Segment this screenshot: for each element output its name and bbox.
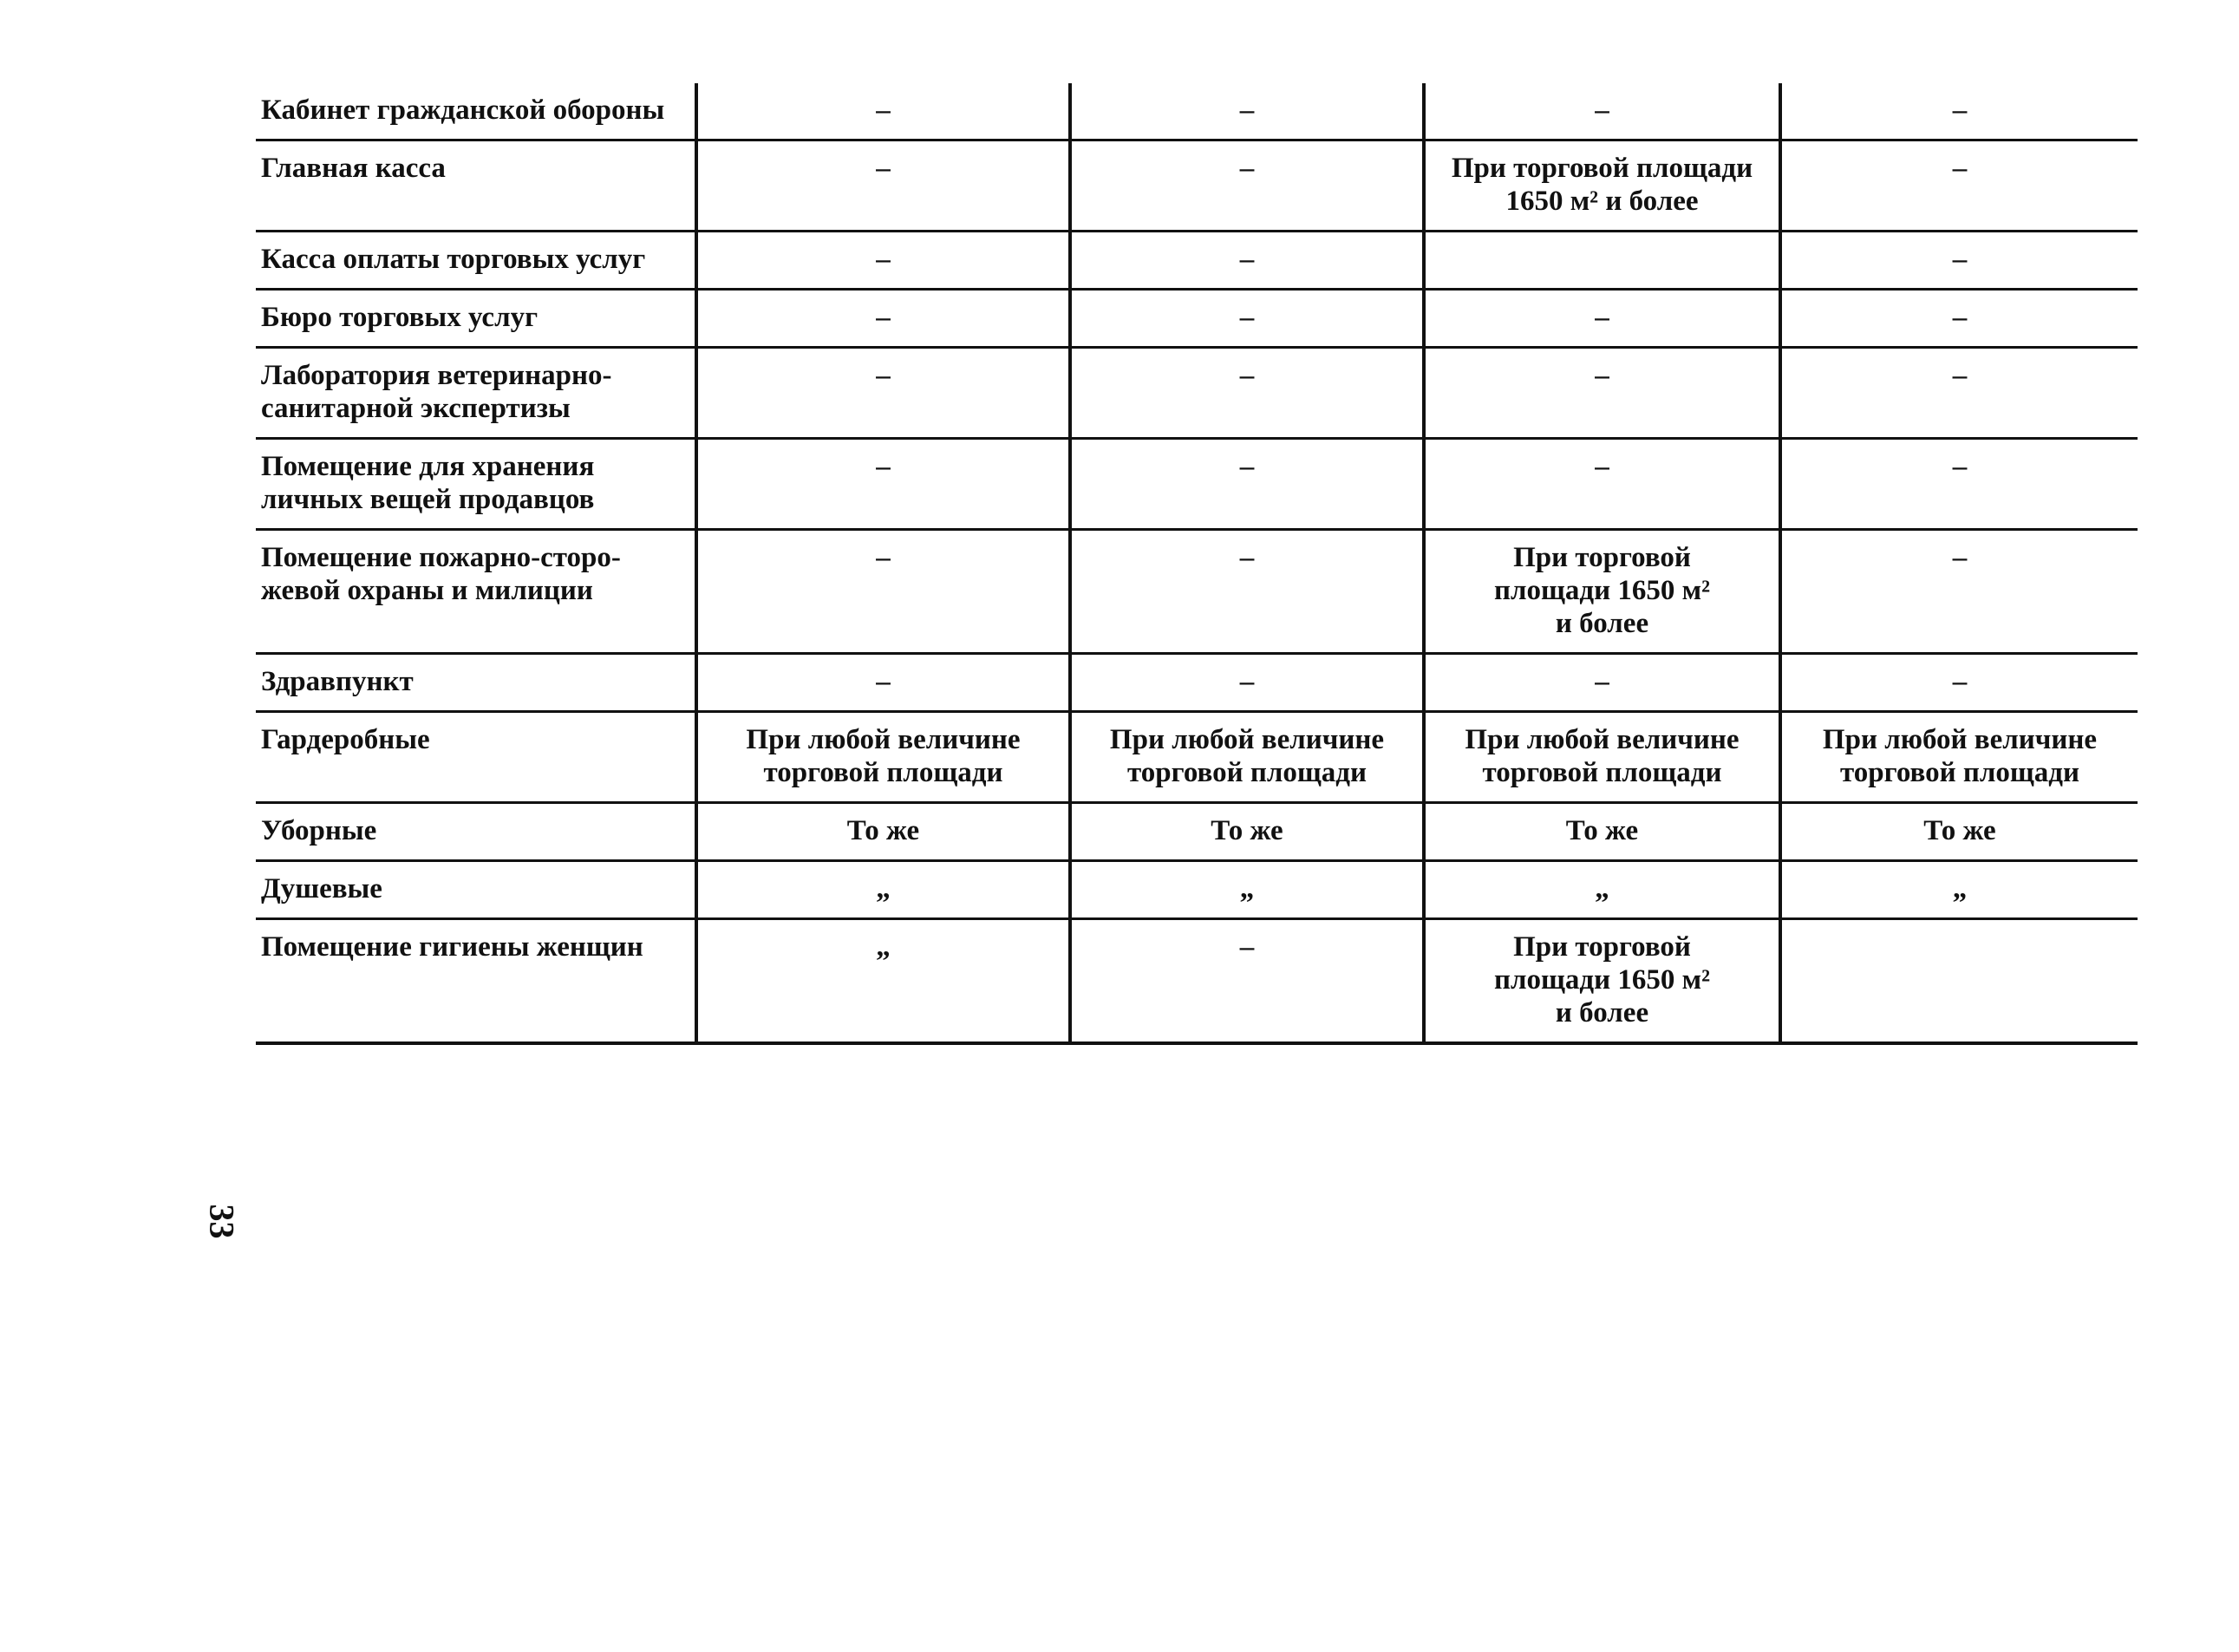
value-text: При торговой площади 1650 м² и более [1494,931,1710,1028]
value-text: При торговой площади 1650 м² и более [1494,542,1710,639]
value-cell [696,919,1070,1044]
value-cell [1070,140,1424,232]
room-name: Касса оплаты торговых услуг [261,244,646,275]
value-cell [1070,861,1424,919]
value-text: – [1952,666,1968,697]
value-cell [696,439,1070,530]
table-row [256,439,2138,530]
value-text: – [1595,666,1609,697]
value-text: То же [1923,815,1996,846]
value-cell [1780,861,2138,919]
value-cell [696,140,1070,232]
room-name-cell [256,83,696,140]
value-cell [1070,712,1424,803]
room-name: Кабинет гражданской обороны [261,95,665,126]
value-cell [1780,654,2138,712]
room-name: Душевые [261,873,382,904]
value-cell [696,861,1070,919]
value-text: – [1595,95,1609,126]
value-text: – [1239,95,1255,126]
room-name-cell [256,919,696,1044]
value-text: При торговой площади 1650 м² и более [1451,153,1753,217]
table-row [256,530,2138,654]
value-text: – [1239,302,1255,333]
value-text: – [876,666,891,697]
value-text: „ [1595,873,1609,904]
value-text: – [1239,931,1255,963]
value-cell [1780,530,2138,654]
value-cell [696,803,1070,861]
value-text: „ [1952,873,1968,904]
value-cell [1424,83,1780,140]
value-cell [1780,803,2138,861]
value-cell [1424,919,1780,1044]
room-name-cell [256,439,696,530]
table-row [256,290,2138,348]
value-text: – [1595,302,1609,333]
room-name: Помещение гигиены женщин [261,931,643,963]
value-text: – [1952,451,1968,482]
table-row [256,140,2138,232]
value-text: – [1595,360,1609,391]
value-cell [1780,232,2138,290]
value-text: То же [1211,815,1283,846]
room-name: Здравпункт [261,666,414,697]
room-requirements-table [256,83,2138,1045]
room-name: Уборные [261,815,377,846]
value-text: – [876,302,891,333]
value-cell [1070,232,1424,290]
room-name: Главная касса [261,153,446,184]
value-cell [1424,803,1780,861]
value-cell [1780,140,2138,232]
value-cell [1424,654,1780,712]
room-name-cell [256,654,696,712]
value-cell [1070,439,1424,530]
value-cell [1424,439,1780,530]
table-row [256,348,2138,439]
value-text: То же [1565,815,1639,846]
room-name-cell [256,803,696,861]
value-cell [696,290,1070,348]
value-cell [1424,290,1780,348]
room-name-cell [256,861,696,919]
value-text: – [876,542,891,573]
value-text: При любой величине торговой площади [746,724,1021,788]
value-cell [1780,439,2138,530]
table-row [256,712,2138,803]
value-cell [1070,290,1424,348]
value-cell [696,83,1070,140]
value-text: – [1952,95,1968,126]
value-cell [1070,654,1424,712]
table-body [256,83,2138,1043]
value-cell [1780,919,2138,1044]
room-name-cell [256,348,696,439]
room-name: Помещение для хранения личных вещей продавцов [261,451,595,515]
value-text: – [1239,153,1255,184]
value-cell [696,654,1070,712]
value-text: То же [846,815,920,846]
value-cell [1070,530,1424,654]
value-cell [1070,919,1424,1044]
value-cell [1424,712,1780,803]
room-name-cell [256,530,696,654]
value-text: „ [876,931,891,963]
value-text: – [876,153,891,184]
table-row [256,803,2138,861]
value-cell [696,348,1070,439]
value-text: – [1595,451,1609,482]
room-name-cell [256,712,696,803]
room-name-cell [256,232,696,290]
value-cell [1424,861,1780,919]
room-name-cell [256,140,696,232]
value-text: При любой величине торговой площади [1109,724,1385,788]
value-text: – [1239,244,1255,275]
room-name: Лаборатория ветеринарно- санитарной экспертизы [261,360,612,424]
value-cell [696,530,1070,654]
value-text: – [1952,302,1968,333]
value-cell [1070,348,1424,439]
table-row [256,919,2138,1044]
value-cell [1070,83,1424,140]
value-text: „ [876,873,891,904]
room-name: Помещение пожарно-сторо- жевой охраны и милиции [261,542,621,606]
value-cell [696,712,1070,803]
table-row [256,861,2138,919]
value-text: При любой величине торговой площади [1822,724,2098,788]
page-number: 33 [202,1204,242,1239]
value-cell [1780,83,2138,140]
value-cell [1424,348,1780,439]
table-row [256,654,2138,712]
value-text: – [1952,244,1968,275]
value-cell [1780,348,2138,439]
value-text: – [1239,360,1255,391]
room-name-cell [256,290,696,348]
value-cell [1780,712,2138,803]
value-text: – [876,360,891,391]
value-text: – [1239,542,1255,573]
value-text: „ [1239,873,1255,904]
table-row [256,83,2138,140]
value-text: – [1239,666,1255,697]
room-name: Гардеробные [261,724,430,755]
value-text: – [1239,451,1255,482]
value-text: При любой величине торговой площади [1465,724,1740,788]
value-text: – [876,451,891,482]
value-text: – [876,244,891,275]
value-cell [1780,290,2138,348]
value-cell [1424,140,1780,232]
value-cell [1070,803,1424,861]
value-text: – [876,95,891,126]
value-text: – [1952,542,1968,573]
value-cell [1424,232,1780,290]
value-cell [1424,530,1780,654]
value-cell [696,232,1070,290]
table-row [256,232,2138,290]
value-text: – [1952,153,1968,184]
value-text: – [1952,360,1968,391]
room-name: Бюро торговых услуг [261,302,539,333]
